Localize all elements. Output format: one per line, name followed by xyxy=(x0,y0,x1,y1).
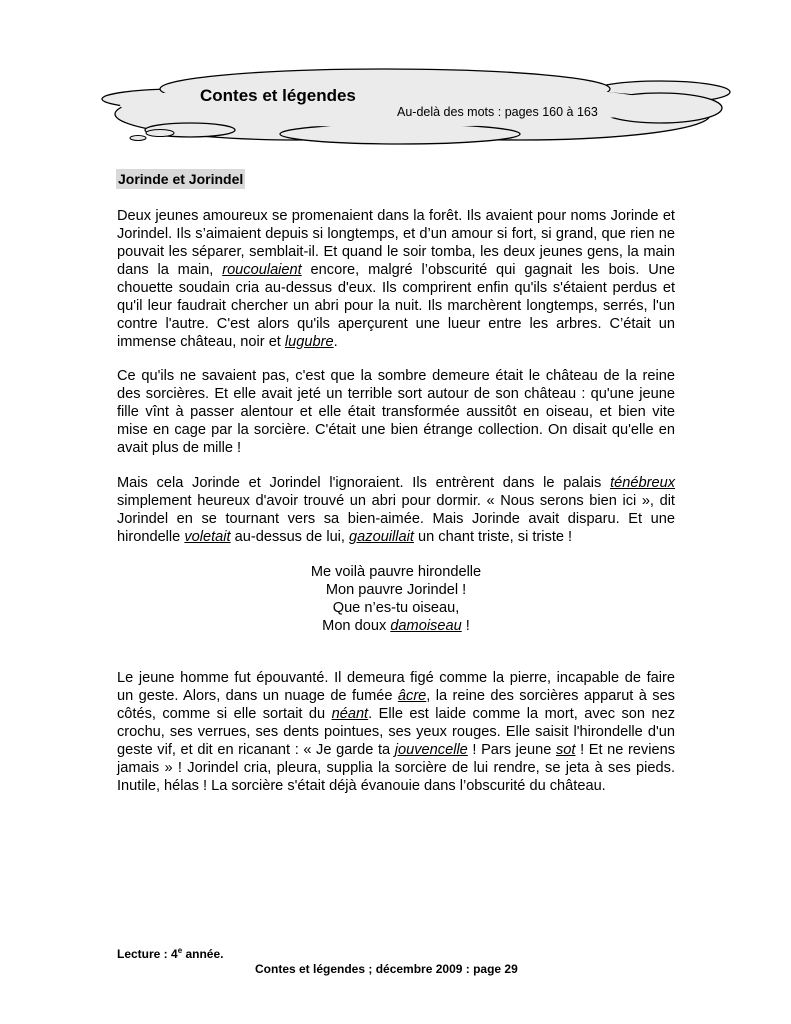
paragraph-text: au-dessus de lui, xyxy=(230,529,350,545)
vocab-word: damoiseau xyxy=(390,618,462,634)
footer-grade-sup: e xyxy=(177,946,183,955)
paragraph-text: Ce qu'ils ne savaient pas, c'est que la sombre demeure était le château de la reine des sorcières. Et elle avait jeté un terrible sort autour de son château : qu'une jeune fille vînt à passer alentour et elle était transformée aussitôt en oiseau, et bien vite mise en cage par la sorcière. C'était une bien étrange collection. On disait qu'elle en avait plus de mille ! xyxy=(117,368,675,456)
story-paragraph-1 xyxy=(117,207,675,351)
header-subtitle: Au-delà des mots : pages 160 à 163 xyxy=(397,105,598,119)
paragraph-text: Le jeune homme fut épouvanté. Il demeura figé comme la pierre, incapable de faire un geste. Alors, dans un nuage de fumée xyxy=(117,670,675,704)
vocab-word: sot xyxy=(556,742,576,758)
poem xyxy=(117,563,675,635)
vocab-word: gazouillait xyxy=(349,529,414,545)
story-paragraph-4 xyxy=(117,669,675,795)
paragraph-text: . xyxy=(333,334,338,350)
story-paragraph-3 xyxy=(117,474,675,546)
footer-grade-suffix: année. xyxy=(182,947,224,961)
vocab-word: voletait xyxy=(184,529,231,545)
paragraph-text: encore, malgré l’obscurité qui gagnait les bois. Une chouette soudain cria au-dessus d'eux. Ils comprirent enfin qu'ils s'étaient perdus et qu'il leur faudrait chercher un abri pour la nuit. Ils marchèrent longtemps, serrés, l'un contre l'autre. C'est alors qu'ils aperçurent une lueur entre les arbres. C’était un immense château, noir et xyxy=(117,262,675,350)
poem-line-3: Que n’es-tu oiseau, xyxy=(332,600,460,616)
vocab-word: âcre xyxy=(397,688,427,704)
vocab-word: jouvencelle xyxy=(394,742,468,758)
paragraph-text: Deux jeunes amoureux se promenaient dans la forêt. Ils avaient pour noms Jorinde et Jorindel. Ils s’aimaient depuis si longtemps, et d’un amour si fort, si grand, que rien ne pouvait les séparer, semblait-il. Et quand le soir tomba, les deux jeunes gens, la main dans la main, xyxy=(117,208,675,278)
paragraph-text: Mais cela Jorinde et Jorindel l'ignoraient. Ils entrèrent dans le palais xyxy=(117,475,611,491)
paragraph-text: , la reine des sorcières apparut à ses côtés, comme si elle sortait du xyxy=(117,688,675,722)
footer-grade-prefix: Lecture : 4 xyxy=(117,947,178,961)
header-cloud xyxy=(100,68,732,148)
story-title: Jorinde et Jorindel xyxy=(118,171,244,187)
poem-line-2: Mon pauvre Jorindel ! xyxy=(325,582,467,598)
poem-line-1: Me voilà pauvre hirondelle xyxy=(310,564,482,580)
vocab-word: lugubre xyxy=(284,334,334,350)
header-title: Contes et légendes xyxy=(200,86,356,105)
paragraph-text: ! Et ne reviens jamais » ! Jorindel cria, pleura, supplia la sorcière de lui rendre, se jeta à ses pieds. Inutile, hélas ! La sorcière s'était déjà évanouie dans l’obscurité du château. xyxy=(117,742,675,794)
footer-grade xyxy=(117,946,224,961)
paragraph-text: . Elle est laide comme la mort, avec son nez crochu, ses verrues, ses dents pointues, ses yeux rouges. Elle saisit l'hirondelle d'un geste vif, et dit en ricanant : « Je garde ta xyxy=(117,706,676,758)
vocab-word: néant xyxy=(331,706,369,722)
poem-line-4-suffix: ! xyxy=(461,618,470,634)
vocab-word: ténébreux xyxy=(610,475,675,491)
vocab-word: roucoulaient xyxy=(222,262,302,278)
paragraph-text: un chant triste, si triste ! xyxy=(413,529,573,545)
poem-line-4 xyxy=(117,617,675,635)
paragraph-text: simplement heureux d'avoir trouvé un abri pour dormir. « Nous serons bien ici », dit Jorindel en se tournant vers sa bien-aimée. Mais Jorinde avait disparu. Et une hirondelle xyxy=(117,493,675,545)
paragraph-text: ! Pars jeune xyxy=(467,742,556,758)
footer-page-info: Contes et légendes ; décembre 2009 : page 29 xyxy=(255,962,518,976)
poem-line-4-prefix: Mon doux xyxy=(322,618,391,634)
story-paragraph-2 xyxy=(117,367,675,457)
